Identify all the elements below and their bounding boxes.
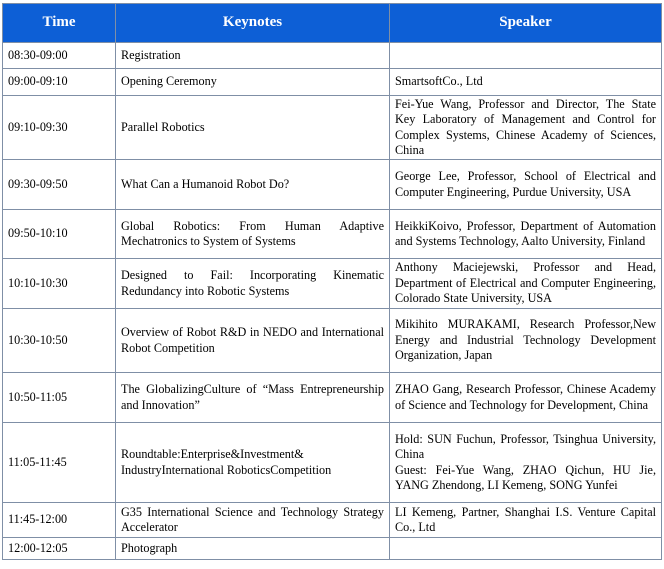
keynote-cell: The GlobalizingCulture of “Mass Entrepreneurship and Innovation” (116, 373, 390, 423)
speaker-cell (390, 43, 662, 69)
table-row (3, 210, 662, 259)
speaker-cell (390, 538, 662, 560)
table-row (3, 373, 662, 423)
speaker-cell: SmartsoftCo., Ltd (390, 69, 662, 96)
keynote-cell: Photograph (116, 538, 390, 560)
speaker-cell: HeikkiKoivo, Professor, Department of Automation and Systems Technology, Aalto University, Finland (390, 210, 662, 259)
time-cell: 11:05-11:45 (3, 423, 116, 503)
time-cell: 09:00-09:10 (3, 69, 116, 96)
time-cell: 12:00-12:05 (3, 538, 116, 560)
header-row (3, 4, 662, 43)
keynote-cell: What Can a Humanoid Robot Do? (116, 160, 390, 210)
keynote-cell: Designed to Fail: Incorporating Kinematic Redundancy into Robotic Systems (116, 259, 390, 309)
time-cell: 09:30-09:50 (3, 160, 116, 210)
speaker-cell: Fei-Yue Wang, Professor and Director, The State Key Laboratory of Management and Control for Complex Systems, Chinese Academy of Sciences, China (390, 96, 662, 160)
table-row (3, 43, 662, 69)
speaker-cell: George Lee, Professor, School of Electrical and Computer Engineering, Purdue University, USA (390, 160, 662, 210)
time-cell: 10:50-11:05 (3, 373, 116, 423)
speaker-cell: Anthony Maciejewski, Professor and Head, Department of Electrical and Computer Engineering, Colorado State University, USA (390, 259, 662, 309)
time-cell: 09:10-09:30 (3, 96, 116, 160)
table-row (3, 309, 662, 373)
time-cell: 10:10-10:30 (3, 259, 116, 309)
speaker-cell: Hold: SUN Fuchun, Professor, Tsinghua University, China Guest: Fei-Yue Wang, ZHAO Qichun, HU Jie, YANG Zhendong, LI Kemeng, SONG Yunfei (390, 423, 662, 503)
schedule-table (2, 3, 662, 560)
speaker-cell: ZHAO Gang, Research Professor, Chinese Academy of Science and Technology for Development, China (390, 373, 662, 423)
keynotes-column-header: Keynotes (116, 4, 390, 43)
speaker-cell: LI Kemeng, Partner, Shanghai I.S. Venture Capital Co., Ltd (390, 503, 662, 538)
keynote-cell: G35 International Science and Technology Strategy Accelerator (116, 503, 390, 538)
table-row (3, 538, 662, 560)
table-row (3, 259, 662, 309)
keynote-cell: Overview of Robot R&D in NEDO and International Robot Competition (116, 309, 390, 373)
keynote-cell: Global Robotics: From Human Adaptive Mechatronics to System of Systems (116, 210, 390, 259)
keynote-cell: Registration (116, 43, 390, 69)
table-row (3, 96, 662, 160)
keynote-cell: Opening Ceremony (116, 69, 390, 96)
speaker-cell: Mikihito MURAKAMI, Research Professor,New Energy and Industrial Technology Development Organization, Japan (390, 309, 662, 373)
time-cell: 09:50-10:10 (3, 210, 116, 259)
table-row (3, 423, 662, 503)
table-row (3, 69, 662, 96)
time-cell: 08:30-09:00 (3, 43, 116, 69)
time-column-header: Time (3, 4, 116, 43)
speaker-column-header: Speaker (390, 4, 662, 43)
time-cell: 11:45-12:00 (3, 503, 116, 538)
keynote-cell: Roundtable:Enterprise&Investment& IndustryInternational RoboticsCompetition (116, 423, 390, 503)
table-row (3, 503, 662, 538)
time-cell: 10:30-10:50 (3, 309, 116, 373)
table-row (3, 160, 662, 210)
keynote-cell: Parallel Robotics (116, 96, 390, 160)
